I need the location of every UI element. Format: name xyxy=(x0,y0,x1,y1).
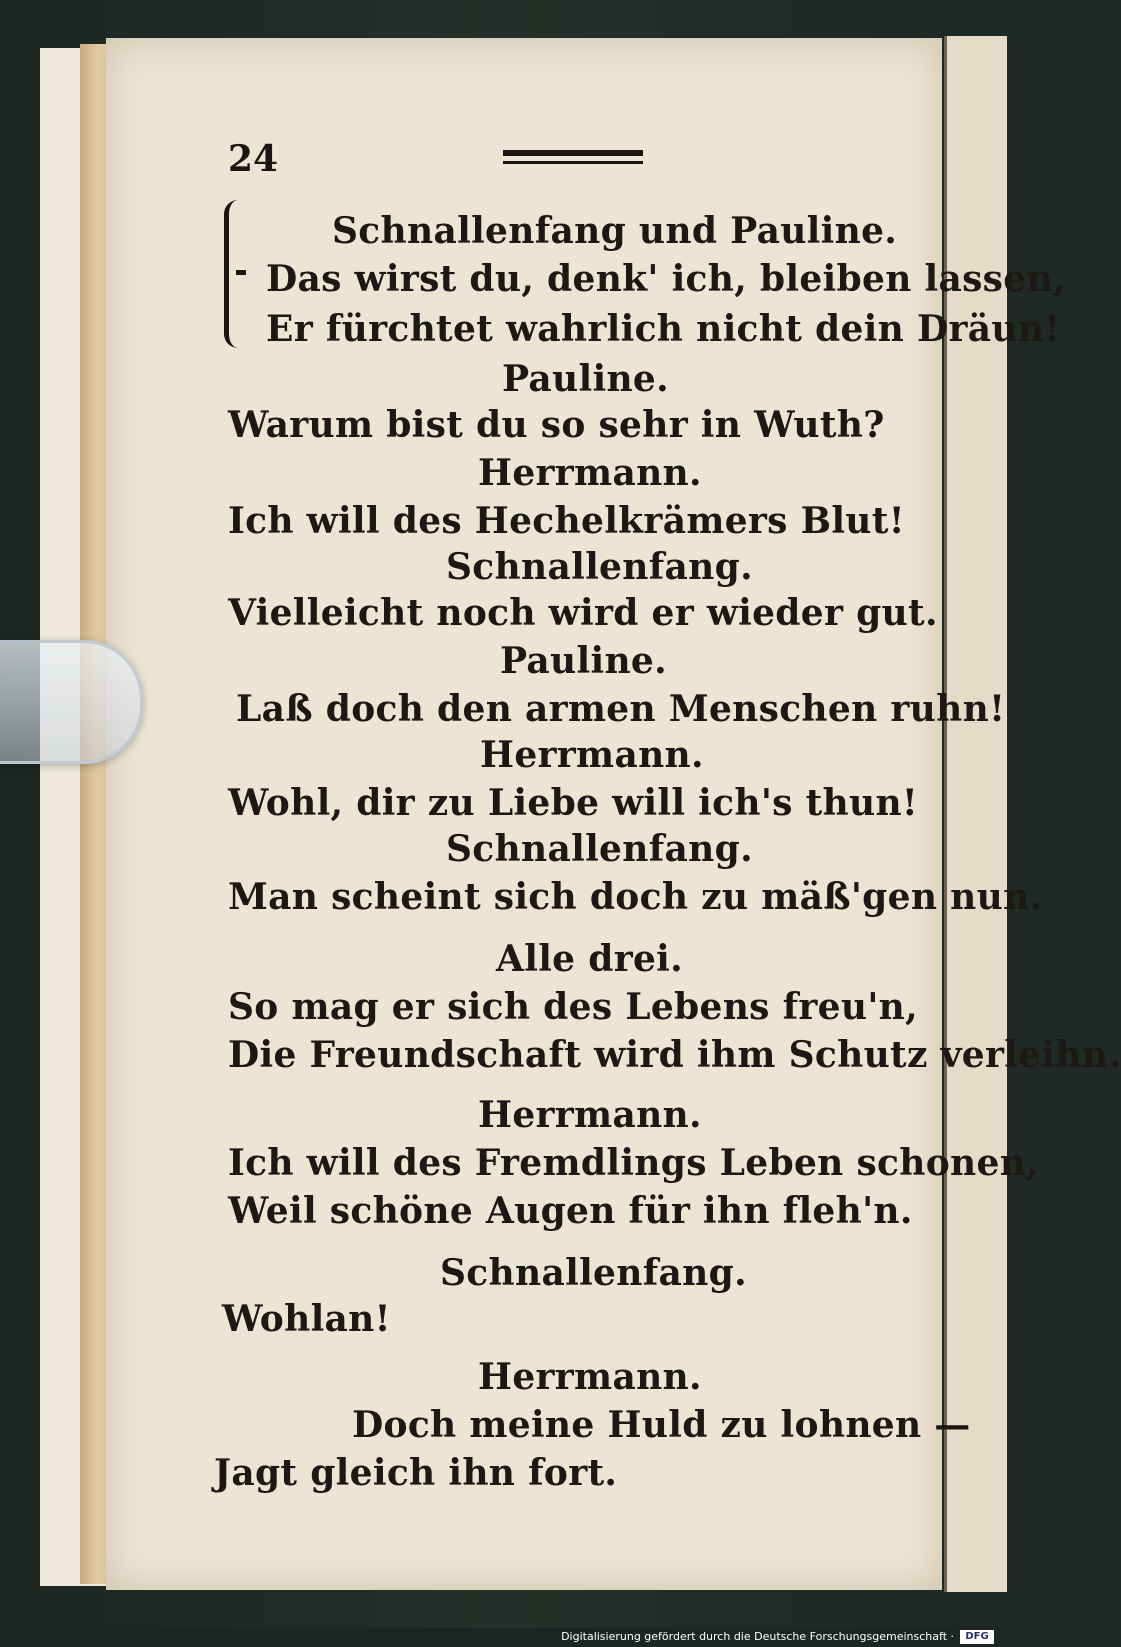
line-14: Schnallenfang. xyxy=(446,828,753,870)
bracket-brace-tip xyxy=(236,270,246,275)
line-19: Herrmann. xyxy=(478,1094,702,1136)
line-3: Er fürchtet wahrlich nicht dein Dräun! xyxy=(266,308,1061,350)
line-5: Warum bist du so sehr in Wuth? xyxy=(228,404,885,446)
page-number: 24 xyxy=(228,138,279,180)
line-7: Ich will des Hechelkrämers Blut! xyxy=(228,500,905,542)
line-10: Pauline. xyxy=(500,640,667,682)
line-18: Die Freundschaft wird ihm Schutz verleihn. xyxy=(228,1034,1121,1076)
header-rule-thick xyxy=(503,150,643,156)
line-11: Laß doch den armen Menschen ruhn! xyxy=(236,688,1006,730)
line-26: Jagt gleich ihn fort. xyxy=(214,1452,618,1494)
line-15: Man scheint sich doch zu mäß'gen nun. xyxy=(228,876,1043,918)
line-8: Schnallenfang. xyxy=(446,546,753,588)
line-13: Wohl, dir zu Liebe will ich's thun! xyxy=(228,782,919,824)
line-9: Vielleicht noch wird er wieder gut. xyxy=(228,592,938,634)
page-clip xyxy=(0,640,143,764)
line-20: Ich will des Fremdlings Leben schonen, xyxy=(228,1142,1040,1184)
line-1: Schnallenfang und Pauline. xyxy=(332,210,898,252)
line-6: Herrmann. xyxy=(478,452,702,494)
line-16: Alle drei. xyxy=(496,938,683,980)
line-2: Das wirst du, denk' ich, bleiben lassen, xyxy=(266,258,1066,300)
line-25: Doch meine Huld zu lohnen — xyxy=(352,1404,971,1446)
line-23: Wohlan! xyxy=(222,1298,391,1340)
digitization-credit: Digitalisierung gefördert durch die Deutsche Forschungsgemeinschaft · xyxy=(561,1630,954,1643)
header-rule-thin xyxy=(503,161,643,164)
line-24: Herrmann. xyxy=(478,1356,702,1398)
line-21: Weil schöne Augen für ihn fleh'n. xyxy=(228,1190,913,1232)
line-4: Pauline. xyxy=(502,358,669,400)
line-12: Herrmann. xyxy=(480,734,704,776)
line-17: So mag er sich des Lebens freu'n, xyxy=(228,986,918,1028)
line-22: Schnallenfang. xyxy=(440,1252,747,1294)
dfg-logo: DFG xyxy=(960,1630,994,1644)
